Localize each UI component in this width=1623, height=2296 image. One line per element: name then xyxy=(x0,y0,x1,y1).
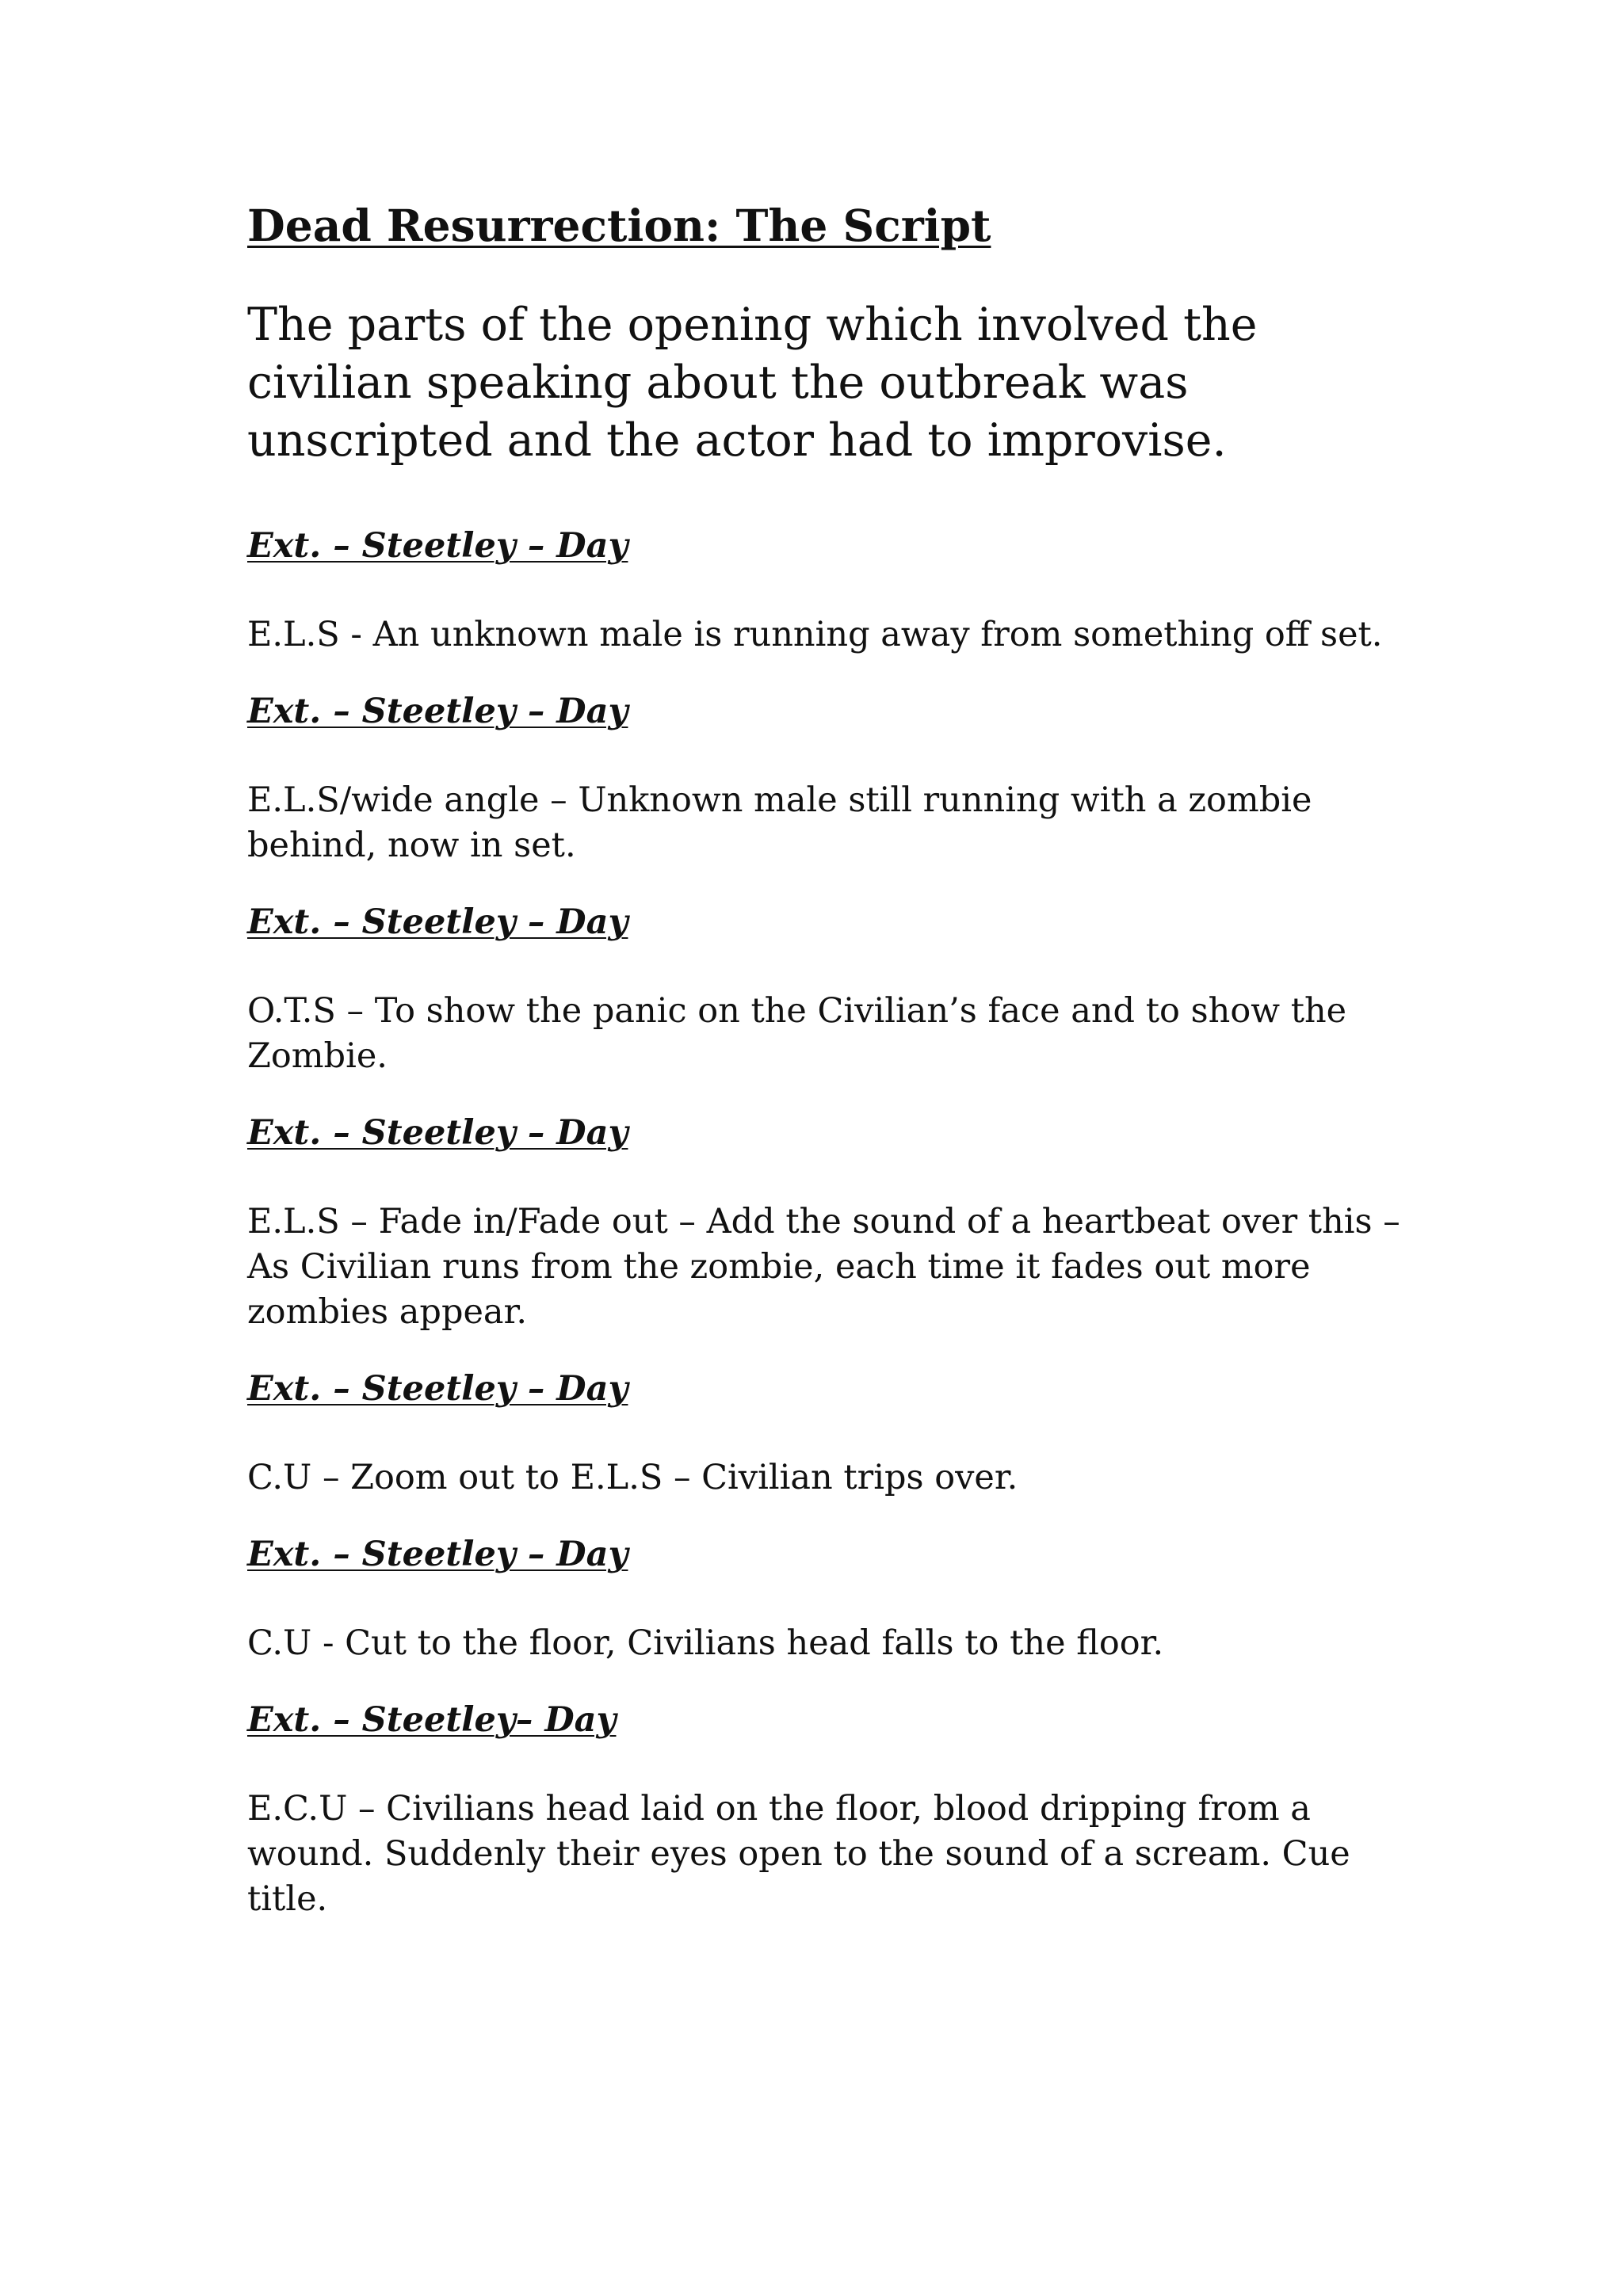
scene-heading: Ext. – Steetley– Day xyxy=(247,1700,617,1740)
shot-description: E.L.S/wide angle – Unknown male still running with a zombie behind, now in set. xyxy=(247,780,1312,865)
shot-description: E.C.U – Civilians head laid on the floor, blood dripping from a wound. Suddenly their eyes open to the sound of a scream. Cue title. xyxy=(247,1789,1350,1919)
scene-5 xyxy=(247,1367,1420,1501)
scene-2 xyxy=(247,689,1420,868)
scene-heading: Ext. – Steetley – Day xyxy=(247,902,628,942)
scene-heading: Ext. – Steetley – Day xyxy=(247,526,628,566)
shot-description: C.U - Cut to the floor, Civilians head falls to the floor. xyxy=(247,1623,1164,1663)
intro-paragraph: The parts of the opening which involved the civilian speaking about the outbreak was unscripted and the actor had to improvise. xyxy=(247,299,1258,467)
scene-7 xyxy=(247,1698,1420,1922)
scene-heading: Ext. – Steetley – Day xyxy=(247,692,628,731)
shot-description: E.L.S – Fade in/Fade out – Add the sound of a heartbeat over this – As Civilian runs from the zombie, each time it fades out more zombies appear. xyxy=(247,1202,1400,1332)
scene-heading: Ext. – Steetley – Day xyxy=(247,1113,628,1153)
scene-6 xyxy=(247,1532,1420,1666)
document-title: Dead Resurrection: The Script xyxy=(247,200,991,251)
scene-3 xyxy=(247,900,1420,1079)
scene-heading: Ext. – Steetley – Day xyxy=(247,1369,628,1409)
scene-1 xyxy=(247,524,1420,658)
scene-heading: Ext. – Steetley – Day xyxy=(247,1535,628,1574)
scene-4 xyxy=(247,1111,1420,1335)
document-body xyxy=(247,200,1420,1922)
shot-description: E.L.S - An unknown male is running away from something off set. xyxy=(247,615,1383,654)
shot-description: O.T.S – To show the panic on the Civilian’s face and to show the Zombie. xyxy=(247,991,1347,1076)
shot-description: C.U – Zoom out to E.L.S – Civilian trips over. xyxy=(247,1458,1018,1497)
